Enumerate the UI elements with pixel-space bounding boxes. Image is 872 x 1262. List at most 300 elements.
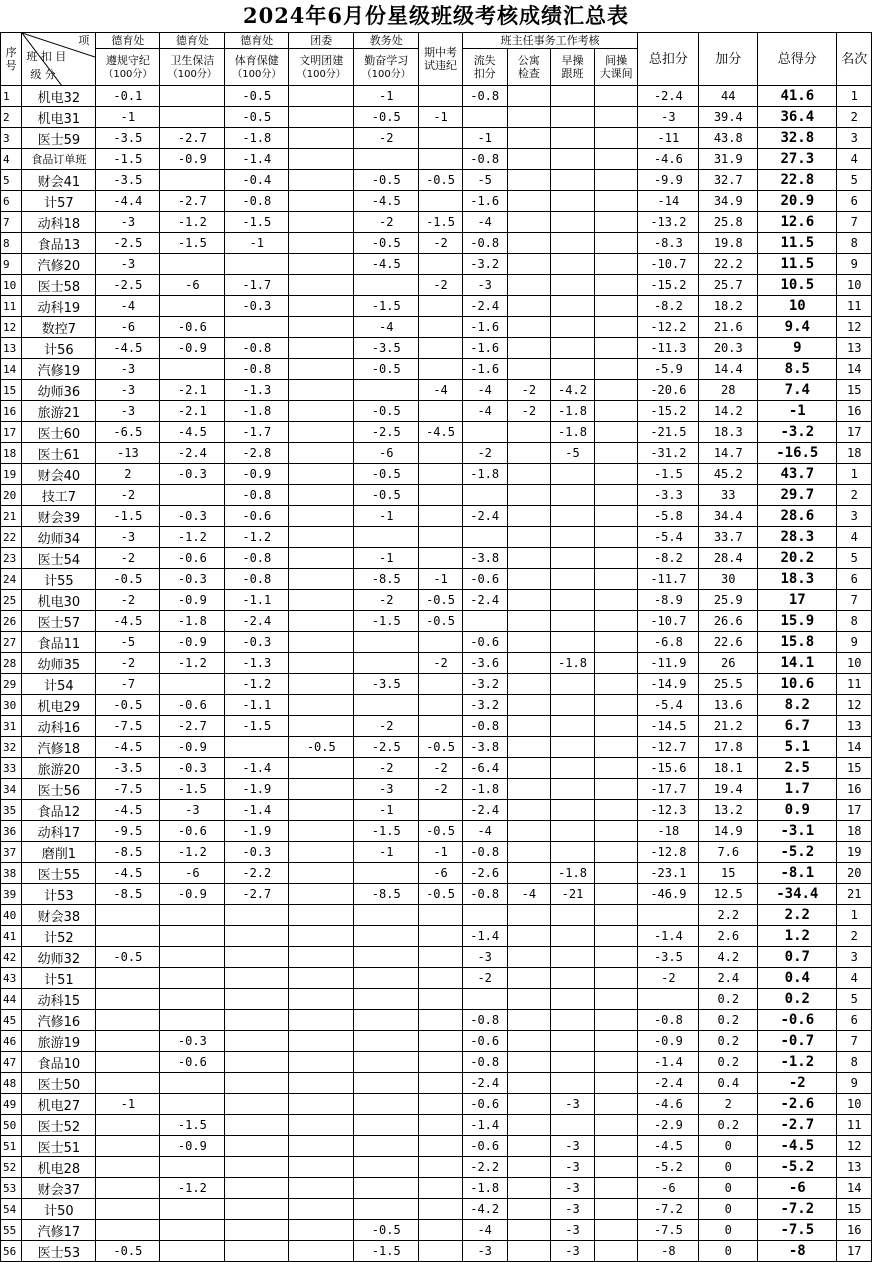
cell-morning-drill (551, 926, 595, 947)
cell-study (354, 1136, 419, 1157)
table-row (1, 191, 872, 212)
cell-dropout: -4 (462, 401, 507, 422)
cell-league (289, 590, 354, 611)
cell-morning-drill (551, 800, 595, 821)
cell-dropout: -4 (462, 380, 507, 401)
cell-midterm (419, 1031, 463, 1052)
cell-league (289, 800, 354, 821)
cell-seq: 17 (1, 422, 22, 443)
cell-hygiene: -0.3 (160, 1031, 225, 1052)
cell-class: 食品11 (22, 632, 96, 653)
cell-league (289, 359, 354, 380)
cell-sports: -2.8 (225, 443, 289, 464)
sub-d3-score: （100分） (232, 68, 282, 80)
cell-bonus: 7.6 (699, 842, 758, 863)
cell-break-drill (594, 1094, 638, 1115)
cell-break-drill (594, 1199, 638, 1220)
table-row (1, 107, 872, 128)
cell-dropout: -4 (462, 1220, 507, 1241)
cell-total-score: -8 (758, 1241, 837, 1262)
cell-dropout: -4.2 (462, 1199, 507, 1220)
cell-sports: -1.2 (225, 674, 289, 695)
cell-dropout: -1.6 (462, 338, 507, 359)
cell-bonus: 0.2 (699, 1031, 758, 1052)
cell-sports: -1.4 (225, 758, 289, 779)
cell-rank: 9 (837, 632, 872, 653)
cell-deduct-total: -4.5 (638, 1136, 699, 1157)
cell-total-score: -3.1 (758, 821, 837, 842)
cell-break-drill (594, 737, 638, 758)
cell-sports (225, 317, 289, 338)
cell-morning-drill (551, 611, 595, 632)
table-row (1, 968, 872, 989)
cell-study: -4.5 (354, 191, 419, 212)
table-row (1, 170, 872, 191)
cell-hygiene: -2.7 (160, 716, 225, 737)
cell-discipline (96, 1010, 160, 1031)
cell-dropout: -2 (462, 968, 507, 989)
cell-hygiene: -2.7 (160, 191, 225, 212)
cell-dropout (462, 905, 507, 926)
cell-dropout: -3.8 (462, 548, 507, 569)
cell-class: 机电28 (22, 1157, 96, 1178)
cell-rank: 6 (837, 1010, 872, 1031)
cell-discipline: -0.5 (96, 695, 160, 716)
cell-morning-drill (551, 1052, 595, 1073)
cell-seq: 25 (1, 590, 22, 611)
table-row (1, 1115, 872, 1136)
cell-dropout: -0.8 (462, 884, 507, 905)
cell-class: 计56 (22, 338, 96, 359)
cell-rank: 7 (837, 212, 872, 233)
cell-deduct-total: -10.7 (638, 611, 699, 632)
cell-study (354, 989, 419, 1010)
cell-midterm (419, 1136, 463, 1157)
cell-deduct-total: -12.3 (638, 800, 699, 821)
cell-deduct-total: -7.2 (638, 1199, 699, 1220)
cell-dorm (507, 842, 551, 863)
cell-class: 食品13 (22, 233, 96, 254)
cell-dropout: -1.4 (462, 1115, 507, 1136)
cell-rank: 15 (837, 1199, 872, 1220)
cell-discipline: -2.5 (96, 275, 160, 296)
table-row (1, 338, 872, 359)
cell-league (289, 674, 354, 695)
sub-d2-score: （100分） (167, 68, 217, 80)
cell-discipline: -4.4 (96, 191, 160, 212)
cell-dorm (507, 296, 551, 317)
cell-study: -1.5 (354, 611, 419, 632)
cell-deduct-total: -6.8 (638, 632, 699, 653)
header-sub-d2 (160, 49, 225, 86)
cell-total-score: 29.7 (758, 485, 837, 506)
cell-dorm (507, 86, 551, 107)
cell-class: 医士61 (22, 443, 96, 464)
cell-deduct-total: -0.8 (638, 1010, 699, 1031)
cell-class: 财会37 (22, 1178, 96, 1199)
cell-study: -3.5 (354, 674, 419, 695)
cell-seq: 52 (1, 1157, 22, 1178)
cell-break-drill (594, 632, 638, 653)
cell-bonus: 25.7 (699, 275, 758, 296)
cell-sports: -0.3 (225, 296, 289, 317)
cell-midterm (419, 86, 463, 107)
cell-morning-drill (551, 359, 595, 380)
cell-seq: 9 (1, 254, 22, 275)
cell-rank: 13 (837, 1157, 872, 1178)
cell-hygiene: -0.6 (160, 1052, 225, 1073)
cell-morning-drill (551, 632, 595, 653)
header-sub-h3 (551, 49, 595, 86)
cell-bonus: 19.8 (699, 233, 758, 254)
cell-bonus: 2.6 (699, 926, 758, 947)
cell-bonus: 0.4 (699, 1073, 758, 1094)
cell-break-drill (594, 1157, 638, 1178)
cell-break-drill (594, 1073, 638, 1094)
cell-break-drill (594, 191, 638, 212)
table-row (1, 506, 872, 527)
cell-total-score: 36.4 (758, 107, 837, 128)
cell-midterm (419, 905, 463, 926)
cell-rank: 6 (837, 191, 872, 212)
cell-league (289, 527, 354, 548)
cell-morning-drill: -3 (551, 1136, 595, 1157)
cell-sports: -1.3 (225, 380, 289, 401)
cell-break-drill (594, 1115, 638, 1136)
cell-total-score: 14.1 (758, 653, 837, 674)
cell-league (289, 380, 354, 401)
cell-bonus: 0 (699, 1157, 758, 1178)
cell-hygiene: -0.3 (160, 569, 225, 590)
cell-discipline (96, 1220, 160, 1241)
cell-total-score: 0.2 (758, 989, 837, 1010)
cell-league (289, 170, 354, 191)
cell-bonus: 12.5 (699, 884, 758, 905)
cell-seq: 31 (1, 716, 22, 737)
cell-morning-drill (551, 86, 595, 107)
cell-study (354, 1052, 419, 1073)
cell-class: 食品12 (22, 800, 96, 821)
cell-hygiene: -3 (160, 800, 225, 821)
cell-midterm: -1 (419, 569, 463, 590)
cell-study (354, 905, 419, 926)
cell-dropout: -0.6 (462, 632, 507, 653)
cell-seq: 12 (1, 317, 22, 338)
cell-total-score: -2 (758, 1073, 837, 1094)
cell-dropout: -1.6 (462, 191, 507, 212)
cell-hygiene: -0.6 (160, 548, 225, 569)
cell-break-drill (594, 359, 638, 380)
cell-hygiene (160, 989, 225, 1010)
cell-seq: 22 (1, 527, 22, 548)
cell-midterm: -1.5 (419, 212, 463, 233)
cell-class: 幼师34 (22, 527, 96, 548)
cell-dorm (507, 1073, 551, 1094)
cell-total-score: 17 (758, 590, 837, 611)
cell-total-score: 1.7 (758, 779, 837, 800)
cell-rank: 18 (837, 821, 872, 842)
cell-morning-drill (551, 527, 595, 548)
cell-discipline (96, 1115, 160, 1136)
cell-sports (225, 1094, 289, 1115)
cell-dorm (507, 1241, 551, 1262)
cell-dorm (507, 947, 551, 968)
cell-total-score: 9 (758, 338, 837, 359)
cell-discipline: -6 (96, 317, 160, 338)
cell-sports: -1.1 (225, 695, 289, 716)
cell-discipline: -4.5 (96, 611, 160, 632)
cell-deduct-total: -4.6 (638, 149, 699, 170)
cell-deduct-total: -11.7 (638, 569, 699, 590)
cell-total-score: 20.2 (758, 548, 837, 569)
cell-class: 幼师32 (22, 947, 96, 968)
cell-midterm: -2 (419, 275, 463, 296)
table-row (1, 884, 872, 905)
cell-dropout: -2.4 (462, 506, 507, 527)
table-row (1, 1073, 872, 1094)
table-row (1, 1010, 872, 1031)
table-row (1, 926, 872, 947)
table-row (1, 758, 872, 779)
cell-class: 计53 (22, 884, 96, 905)
cell-seq: 19 (1, 464, 22, 485)
cell-total-score: -7.2 (758, 1199, 837, 1220)
cell-league (289, 107, 354, 128)
corner-label-mid: 班 扣 目 (26, 50, 67, 63)
cell-morning-drill (551, 947, 595, 968)
cell-sports: -1 (225, 233, 289, 254)
cell-class: 医士59 (22, 128, 96, 149)
cell-midterm (419, 1073, 463, 1094)
cell-seq: 28 (1, 653, 22, 674)
table-row (1, 989, 872, 1010)
cell-deduct-total: -3.5 (638, 947, 699, 968)
cell-midterm (419, 947, 463, 968)
cell-league (289, 317, 354, 338)
cell-total-score: 7.4 (758, 380, 837, 401)
cell-class: 医士54 (22, 548, 96, 569)
cell-seq: 16 (1, 401, 22, 422)
cell-total-score: 0.4 (758, 968, 837, 989)
cell-dropout (462, 611, 507, 632)
cell-study: -1.5 (354, 296, 419, 317)
cell-midterm: -0.5 (419, 884, 463, 905)
cell-class: 医士53 (22, 1241, 96, 1262)
cell-hygiene: -2.7 (160, 128, 225, 149)
sub-academic-score: （100分） (361, 68, 411, 80)
cell-study (354, 863, 419, 884)
cell-rank: 17 (837, 422, 872, 443)
cell-dorm (507, 233, 551, 254)
cell-study: -0.5 (354, 485, 419, 506)
cell-total-score: -3.2 (758, 422, 837, 443)
cell-rank: 16 (837, 401, 872, 422)
sub-league-score: （100分） (296, 68, 346, 80)
cell-dorm (507, 485, 551, 506)
table-row (1, 905, 872, 926)
cell-seq: 6 (1, 191, 22, 212)
cell-hygiene: -1.8 (160, 611, 225, 632)
cell-midterm (419, 1241, 463, 1262)
cell-study (354, 149, 419, 170)
cell-rank: 11 (837, 296, 872, 317)
header-sub-h1 (462, 49, 507, 86)
cell-discipline (96, 1052, 160, 1073)
cell-break-drill (594, 527, 638, 548)
cell-study (354, 1094, 419, 1115)
cell-morning-drill (551, 1010, 595, 1031)
cell-hygiene: -0.9 (160, 884, 225, 905)
cell-rank: 4 (837, 149, 872, 170)
cell-dropout: -3 (462, 1241, 507, 1262)
cell-class: 计51 (22, 968, 96, 989)
table-row (1, 1136, 872, 1157)
cell-break-drill (594, 968, 638, 989)
cell-break-drill (594, 695, 638, 716)
cell-league (289, 653, 354, 674)
cell-morning-drill (551, 737, 595, 758)
table-row (1, 128, 872, 149)
cell-rank: 19 (837, 842, 872, 863)
cell-discipline: -13 (96, 443, 160, 464)
cell-discipline: -1.5 (96, 149, 160, 170)
cell-morning-drill: -1.8 (551, 653, 595, 674)
cell-seq: 32 (1, 737, 22, 758)
cell-class: 医士58 (22, 275, 96, 296)
cell-bonus: 18.2 (699, 296, 758, 317)
cell-total-score: 20.9 (758, 191, 837, 212)
cell-rank: 3 (837, 506, 872, 527)
cell-hygiene (160, 1094, 225, 1115)
cell-league (289, 863, 354, 884)
cell-class: 食品10 (22, 1052, 96, 1073)
cell-seq: 39 (1, 884, 22, 905)
cell-study: -1.5 (354, 1241, 419, 1262)
sub-h1-line2: 扣分 (473, 67, 496, 80)
cell-seq: 5 (1, 170, 22, 191)
cell-dorm (507, 254, 551, 275)
cell-sports (225, 1220, 289, 1241)
cell-hygiene (160, 359, 225, 380)
cell-study: -0.5 (354, 464, 419, 485)
cell-bonus: 19.4 (699, 779, 758, 800)
cell-sports: -1.2 (225, 527, 289, 548)
cell-bonus: 45.2 (699, 464, 758, 485)
cell-bonus: 20.3 (699, 338, 758, 359)
corner-label-top: 项 (78, 34, 90, 47)
cell-hygiene: -0.6 (160, 821, 225, 842)
cell-sports (225, 968, 289, 989)
cell-break-drill (594, 863, 638, 884)
cell-hygiene: -0.9 (160, 632, 225, 653)
cell-study: -6 (354, 443, 419, 464)
cell-break-drill (594, 128, 638, 149)
cell-hygiene (160, 254, 225, 275)
cell-deduct-total: -14.5 (638, 716, 699, 737)
cell-deduct-total: -5.2 (638, 1157, 699, 1178)
cell-break-drill (594, 884, 638, 905)
cell-study: -8.5 (354, 884, 419, 905)
cell-seq: 55 (1, 1220, 22, 1241)
cell-rank: 1 (837, 905, 872, 926)
cell-total-score: -5.2 (758, 842, 837, 863)
cell-break-drill (594, 716, 638, 737)
cell-morning-drill (551, 695, 595, 716)
header-rank: 名次 (837, 33, 872, 86)
cell-class: 动科19 (22, 296, 96, 317)
cell-league (289, 1010, 354, 1031)
cell-break-drill (594, 758, 638, 779)
cell-seq: 23 (1, 548, 22, 569)
cell-dorm (507, 569, 551, 590)
cell-break-drill (594, 926, 638, 947)
cell-league (289, 1031, 354, 1052)
cell-rank: 4 (837, 968, 872, 989)
cell-discipline: -2 (96, 548, 160, 569)
cell-deduct-total: -5.8 (638, 506, 699, 527)
cell-bonus: 0.2 (699, 989, 758, 1010)
cell-sports: -0.4 (225, 170, 289, 191)
cell-seq: 40 (1, 905, 22, 926)
cell-discipline: -3.5 (96, 758, 160, 779)
cell-sports: -1.8 (225, 128, 289, 149)
cell-deduct-total: -46.9 (638, 884, 699, 905)
cell-study (354, 380, 419, 401)
cell-midterm (419, 926, 463, 947)
cell-discipline (96, 1136, 160, 1157)
cell-seq: 37 (1, 842, 22, 863)
cell-deduct-total: -11.3 (638, 338, 699, 359)
cell-sports: -1.3 (225, 653, 289, 674)
cell-midterm (419, 1094, 463, 1115)
cell-dorm (507, 779, 551, 800)
sub-d2-name: 卫生保洁 (170, 53, 215, 67)
table-row (1, 86, 872, 107)
cell-class: 医士56 (22, 779, 96, 800)
cell-class: 计52 (22, 926, 96, 947)
table-row (1, 1220, 872, 1241)
cell-seq: 54 (1, 1199, 22, 1220)
cell-dorm (507, 737, 551, 758)
cell-dropout: -0.8 (462, 716, 507, 737)
cell-rank: 1 (837, 464, 872, 485)
table-row (1, 233, 872, 254)
cell-bonus: 2.4 (699, 968, 758, 989)
cell-study: -0.5 (354, 233, 419, 254)
cell-dropout: -3.6 (462, 653, 507, 674)
cell-rank: 7 (837, 1031, 872, 1052)
cell-hygiene: -6 (160, 863, 225, 884)
cell-dorm (507, 1136, 551, 1157)
cell-rank: 6 (837, 569, 872, 590)
header-bonus: 加分 (699, 33, 758, 86)
cell-bonus: 18.1 (699, 758, 758, 779)
cell-hygiene: -1.5 (160, 1115, 225, 1136)
cell-rank: 21 (837, 884, 872, 905)
cell-study: -1 (354, 86, 419, 107)
cell-league (289, 191, 354, 212)
cell-class: 医士50 (22, 1073, 96, 1094)
cell-deduct-total: -5.4 (638, 695, 699, 716)
cell-sports (225, 1052, 289, 1073)
cell-break-drill (594, 821, 638, 842)
cell-study (354, 1031, 419, 1052)
table-row (1, 590, 872, 611)
sub-h2-line2: 检查 (517, 67, 540, 80)
cell-seq: 8 (1, 233, 22, 254)
cell-seq: 2 (1, 107, 22, 128)
cell-dropout: -2.2 (462, 1157, 507, 1178)
